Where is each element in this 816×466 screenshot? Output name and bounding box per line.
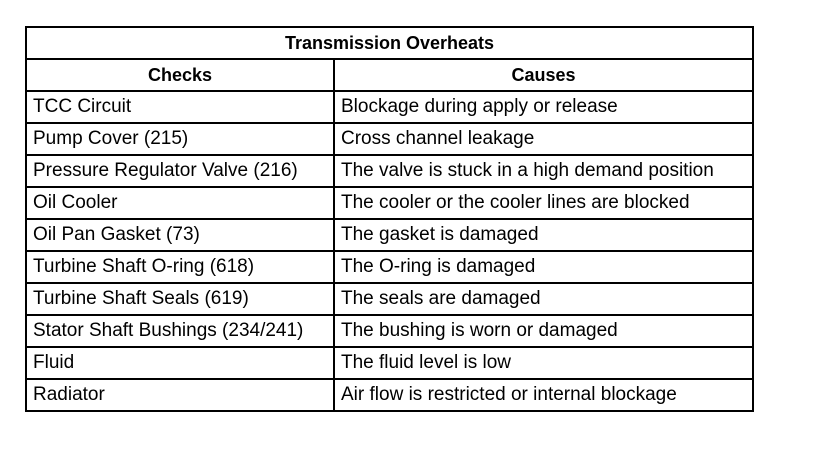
check-cell: Radiator xyxy=(26,379,334,411)
check-cell: Pump Cover (215) xyxy=(26,123,334,155)
cause-cell: The fluid level is low xyxy=(334,347,753,379)
check-cell: Oil Cooler xyxy=(26,187,334,219)
table-row xyxy=(26,315,753,347)
table-row xyxy=(26,123,753,155)
table-row xyxy=(26,251,753,283)
cause-cell: The valve is stuck in a high demand position xyxy=(334,155,753,187)
column-header-causes: Causes xyxy=(334,59,753,91)
check-cell: Turbine Shaft O-ring (618) xyxy=(26,251,334,283)
check-cell: Stator Shaft Bushings (234/241) xyxy=(26,315,334,347)
column-header-checks: Checks xyxy=(26,59,334,91)
check-cell: TCC Circuit xyxy=(26,91,334,123)
cause-cell: The O-ring is damaged xyxy=(334,251,753,283)
table-row xyxy=(26,283,753,315)
check-cell: Pressure Regulator Valve (216) xyxy=(26,155,334,187)
cause-cell: The cooler or the cooler lines are blocked xyxy=(334,187,753,219)
table-row xyxy=(26,91,753,123)
check-cell: Oil Pan Gasket (73) xyxy=(26,219,334,251)
table-row xyxy=(26,347,753,379)
cause-cell: Blockage during apply or release xyxy=(334,91,753,123)
table-title-row xyxy=(26,27,753,59)
diagnosis-table xyxy=(25,26,754,412)
cause-cell: The bushing is worn or damaged xyxy=(334,315,753,347)
table-row xyxy=(26,219,753,251)
check-cell: Turbine Shaft Seals (619) xyxy=(26,283,334,315)
cause-cell: Cross channel leakage xyxy=(334,123,753,155)
table-header-row xyxy=(26,59,753,91)
table-row xyxy=(26,379,753,411)
table-row xyxy=(26,187,753,219)
check-cell: Fluid xyxy=(26,347,334,379)
cause-cell: The seals are damaged xyxy=(334,283,753,315)
table-title: Transmission Overheats xyxy=(26,27,753,59)
cause-cell: The gasket is damaged xyxy=(334,219,753,251)
cause-cell: Air flow is restricted or internal blockage xyxy=(334,379,753,411)
table-row xyxy=(26,155,753,187)
